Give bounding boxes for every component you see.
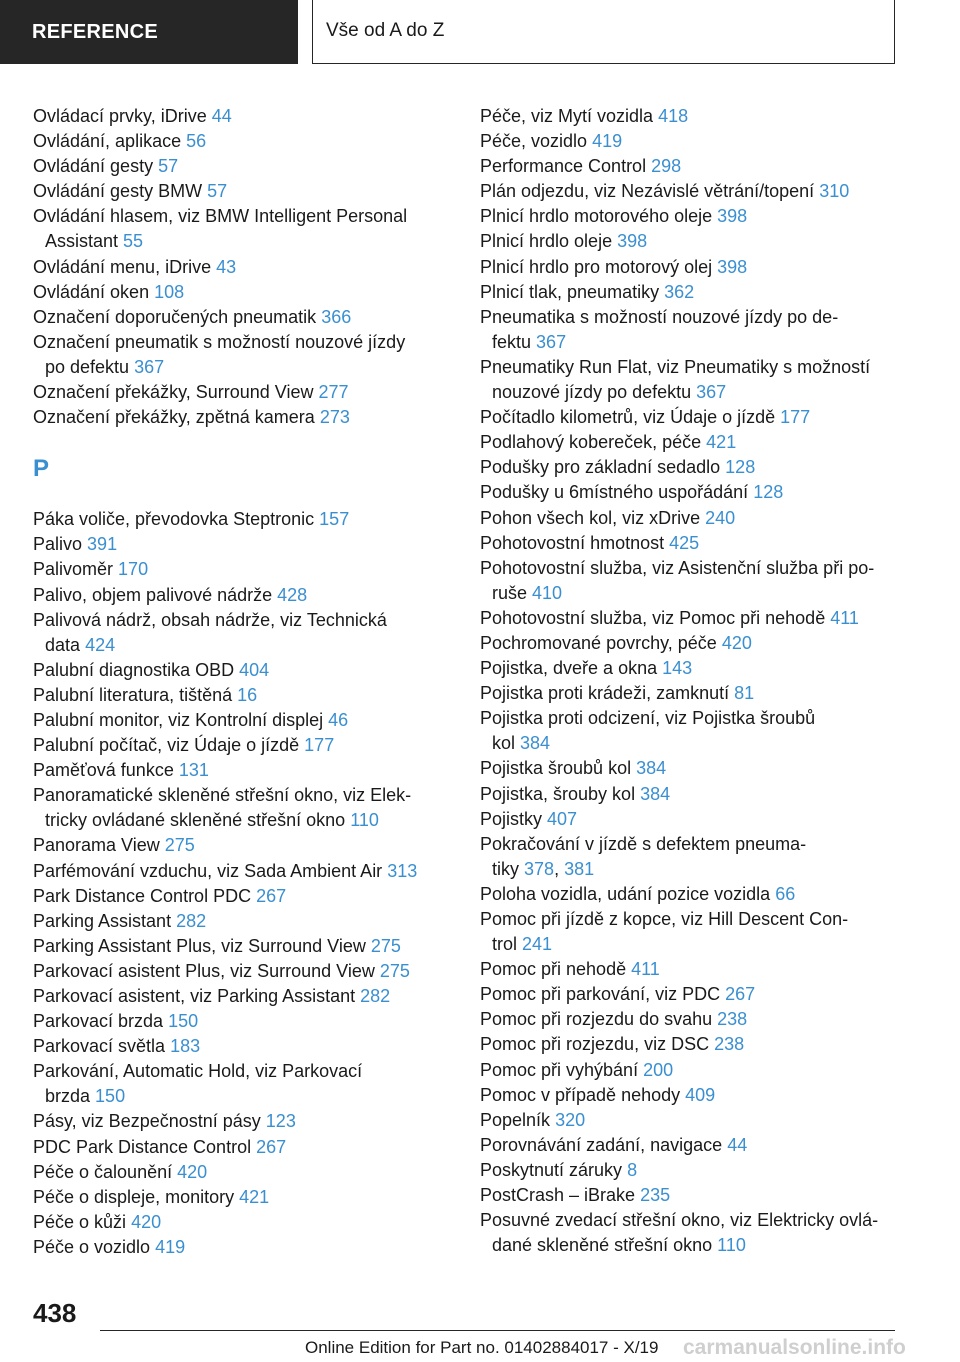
- index-entry: [33, 1160, 443, 1185]
- page-reference-link[interactable]: 410: [532, 582, 563, 603]
- page-reference-link[interactable]: 407: [547, 808, 578, 829]
- index-entry: [480, 1158, 900, 1183]
- page-reference-link[interactable]: 143: [662, 658, 693, 679]
- index-term-continuation: data: [45, 634, 81, 655]
- page-reference-link[interactable]: 313: [387, 860, 418, 881]
- index-term: Palivo, objem palivové nádrže: [33, 584, 273, 605]
- page-reference-link[interactable]: 384: [636, 758, 667, 779]
- index-term: Panorama View: [33, 835, 160, 856]
- index-term: Ovládání gesty BMW: [33, 181, 203, 202]
- page-reference-link[interactable]: 150: [95, 1086, 126, 1107]
- index-entry: [33, 758, 443, 783]
- index-entry: [33, 583, 443, 608]
- index-entry: [480, 782, 900, 807]
- index-entry: [33, 984, 443, 1009]
- page-reference-link[interactable]: 200: [643, 1059, 674, 1080]
- index-entry: [480, 430, 900, 455]
- page-title: Vše od A do Z: [312, 0, 895, 64]
- index-entry: [33, 380, 443, 405]
- page-reference-link[interactable]: 275: [164, 835, 195, 856]
- index-term: Poskytnutí záruky: [480, 1159, 623, 1180]
- page-reference-link[interactable]: 362: [664, 281, 695, 302]
- index-term-continuation: Assistant: [45, 231, 119, 252]
- page-reference-link[interactable]: 367: [696, 382, 727, 403]
- page-reference-link[interactable]: 391: [87, 534, 118, 555]
- index-term: Péče o kůži: [33, 1211, 127, 1232]
- index-term: Pomoc při parkování, viz PDC: [480, 984, 721, 1005]
- index-term: Ovládání hlasem, viz BMW Intelligent Personal: [33, 206, 408, 227]
- index-entry: [33, 1185, 443, 1210]
- index-term: Pojistka, dveře a okna: [480, 658, 658, 679]
- page-reference-link[interactable]: 398: [717, 206, 748, 227]
- index-term: Parkování, Automatic Hold, viz Parkovací: [33, 1061, 363, 1082]
- index-entry: [33, 1109, 443, 1134]
- page-reference-link[interactable]: 131: [178, 760, 209, 781]
- page-reference-link[interactable]: 177: [780, 407, 811, 428]
- index-term: Pneumatiky Run Flat, viz Pneumatiky s možností: [480, 356, 871, 377]
- index-term-continuation: ruše: [492, 582, 528, 603]
- page-reference-link[interactable]: 275: [379, 960, 410, 981]
- page-reference-link[interactable]: 43: [216, 256, 237, 277]
- index-entry: [33, 658, 443, 683]
- index-term: Plnicí hrdlo motorového oleje: [480, 206, 713, 227]
- index-entry: [480, 305, 900, 355]
- index-entry: [33, 129, 443, 154]
- page-reference-link[interactable]: 398: [617, 231, 648, 252]
- index-entry: [480, 1108, 900, 1133]
- page-reference-link[interactable]: 56: [186, 131, 207, 152]
- index-entry: [480, 405, 900, 430]
- index-entry: [33, 1235, 443, 1260]
- index-entry: [33, 608, 443, 658]
- index-entry: [33, 708, 443, 733]
- index-entry: [33, 1009, 443, 1034]
- page-reference-link[interactable]: 55: [123, 231, 144, 252]
- page-reference-link[interactable]: 310: [819, 181, 850, 202]
- page-reference-link[interactable]: 409: [685, 1084, 716, 1105]
- page-reference-link[interactable]: 420: [131, 1211, 162, 1232]
- index-term: Palubní monitor, viz Kontrolní displej: [33, 709, 324, 730]
- page-reference-link[interactable]: 128: [725, 457, 756, 478]
- index-term: Plnicí tlak, pneumatiky: [480, 281, 660, 302]
- page-reference-link[interactable]: 421: [239, 1186, 270, 1207]
- index-term: Pohotovostní hmotnost: [480, 532, 665, 553]
- index-entry: [480, 255, 900, 280]
- index-entry: [33, 532, 443, 557]
- index-term: Performance Control: [480, 156, 647, 177]
- index-entry: [33, 1059, 443, 1109]
- index-entry: [480, 706, 900, 756]
- page-reference-link[interactable]: 320: [555, 1109, 586, 1130]
- index-term: Palubní počítač, viz Údaje o jízdě: [33, 735, 300, 756]
- page-reference-link[interactable]: 267: [256, 1136, 287, 1157]
- page-reference-link[interactable]: 424: [85, 634, 116, 655]
- page-reference-link[interactable]: 404: [239, 659, 270, 680]
- page-reference-link[interactable]: 235: [640, 1185, 671, 1206]
- index-entry: [480, 1032, 900, 1057]
- index-entry: [33, 783, 443, 833]
- page-reference-link[interactable]: 46: [328, 709, 349, 730]
- index-entry: [480, 631, 900, 656]
- index-term-continuation: dané skleněné střešní okno: [492, 1235, 713, 1256]
- index-term-continuation: po defektu: [45, 356, 130, 377]
- index-term: Podlahový kobereček, péče: [480, 432, 702, 453]
- page-reference-link[interactable]: 238: [717, 1009, 748, 1030]
- index-term: Parkovací asistent Plus, viz Surround View: [33, 960, 375, 981]
- index-term: Parfémování vzduchu, viz Sada Ambient Air: [33, 860, 383, 881]
- index-term-continuation: tricky ovládané skleněné střešní okno: [45, 810, 346, 831]
- page-reference-link[interactable]: 110: [350, 810, 379, 831]
- index-entry: [480, 1133, 900, 1158]
- index-entry: [33, 154, 443, 179]
- index-entry: [480, 1058, 900, 1083]
- index-term-continuation: trol: [492, 934, 518, 955]
- index-term: Palubní literatura, tištěná: [33, 684, 233, 705]
- page-reference-link[interactable]: 16: [237, 684, 258, 705]
- index-entry: [480, 229, 900, 254]
- index-term: Popelník: [480, 1109, 551, 1130]
- page-reference-link[interactable]: 420: [177, 1161, 208, 1182]
- index-term-continuation: kol: [492, 733, 516, 754]
- page-reference-link[interactable]: 367: [134, 356, 165, 377]
- index-term: Pomoc při jízdě z kopce, viz Hill Descent Con-: [480, 909, 849, 929]
- index-term: Parking Assistant Plus, viz Surround View: [33, 935, 366, 956]
- page-reference-link[interactable]: 44: [727, 1134, 748, 1155]
- index-entry: Pokračování v jízdě s defektem pneuma- tiky 378, 381: [480, 833, 807, 879]
- page-reference-link[interactable]: 66: [775, 883, 796, 904]
- section-tab: REFERENCE: [0, 0, 298, 64]
- index-term: Posuvné zvedací střešní okno, viz Elektricky ovlá-: [480, 1210, 879, 1231]
- page-reference-link[interactable]: 277: [318, 382, 349, 403]
- index-entry: [33, 179, 443, 204]
- index-term: Pohotovostní služba, viz Pomoc při nehodě: [480, 607, 826, 628]
- index-entry: [33, 683, 443, 708]
- index-term: Parkovací brzda: [33, 1011, 164, 1032]
- edition-note: Online Edition for Part no. 01402884017 - X/19: [305, 1338, 659, 1357]
- index-entry: [480, 531, 900, 556]
- index-term: Parking Assistant: [33, 910, 172, 931]
- index-term: Parkovací asistent, viz Parking Assistant: [33, 986, 356, 1006]
- index-column-left: [33, 104, 443, 1260]
- index-term: Plán odjezdu, viz Nezávislé větrání/topení: [480, 181, 815, 202]
- page-reference-link[interactable]: 81: [734, 683, 755, 704]
- index-term: Pokračování v jízdě s defektem pneuma-: [480, 833, 807, 854]
- index-entry: [480, 606, 900, 631]
- footer-divider: [100, 1330, 895, 1331]
- index-term: Parkovací světla: [33, 1036, 166, 1057]
- index-term-continuation: brzda: [45, 1086, 91, 1107]
- index-term: Ovládání menu, iDrive: [33, 256, 212, 277]
- index-term: Pásy, viz Bezpečnostní pásy: [33, 1111, 261, 1132]
- index-term: Pomoc při nehodě: [480, 959, 627, 980]
- index-entry: [480, 179, 900, 204]
- index-entry: [480, 656, 900, 681]
- index-entry: [480, 129, 900, 154]
- page-reference-link[interactable]: 183: [170, 1036, 201, 1057]
- index-entry: [480, 355, 900, 405]
- page-reference-link[interactable]: 282: [360, 986, 391, 1006]
- index-entry: [480, 556, 900, 606]
- page-reference-link[interactable]: 238: [714, 1034, 745, 1055]
- index-entry: [480, 204, 900, 229]
- index-term: Označení překážky, Surround View: [33, 382, 314, 403]
- index-term: Označení doporučených pneumatik: [33, 306, 317, 327]
- page-reference-link[interactable]: 384: [520, 733, 551, 754]
- index-term: Pomoc při vyhýbání: [480, 1059, 639, 1080]
- index-term: Počítadlo kilometrů, viz Údaje o jízdě: [480, 407, 776, 428]
- index-term: PostCrash – iBrake: [480, 1185, 636, 1206]
- page-reference-link[interactable]: 275: [370, 935, 401, 956]
- index-term-continuation: tiky: [492, 858, 519, 879]
- index-entry: [480, 882, 900, 907]
- index-entry: [33, 859, 443, 884]
- page-reference-link[interactable]: 425: [669, 532, 700, 553]
- index-term: Označení překážky, zpětná kamera: [33, 407, 315, 428]
- page-reference-link[interactable]: 44: [211, 106, 232, 126]
- index-entry: [33, 204, 443, 254]
- index-entry: [480, 154, 900, 179]
- page-reference-link[interactable]: 381: [564, 858, 595, 879]
- page-reference-link[interactable]: 123: [265, 1111, 296, 1132]
- index-term: Péče, vozidlo: [480, 131, 588, 152]
- page-reference-link[interactable]: 110: [717, 1235, 746, 1256]
- index-term: Palivo: [33, 534, 83, 555]
- index-entry: [480, 982, 900, 1007]
- index-entry: [33, 1210, 443, 1235]
- page-reference-link[interactable]: 150: [168, 1011, 199, 1032]
- index-term: Pojistka proti krádeži, zamknutí: [480, 683, 730, 704]
- page-reference-link[interactable]: 170: [118, 559, 149, 580]
- index-term: Pohon všech kol, viz xDrive: [480, 507, 701, 528]
- index-column-right: [480, 104, 900, 1258]
- index-entry: [480, 1083, 900, 1108]
- index-entry: [33, 884, 443, 909]
- page-reference-link[interactable]: 57: [207, 181, 228, 202]
- index-term: Panoramatické skleněné střešní okno, viz Elek-: [33, 785, 412, 806]
- index-entry: [480, 907, 900, 957]
- index-entry: [480, 506, 900, 531]
- page-reference-link[interactable]: 267: [256, 885, 287, 906]
- watermark: carmanualsonline.info: [683, 1336, 906, 1359]
- index-term: Označení pneumatik s možností nouzové jízdy: [33, 331, 406, 352]
- index-entry: [480, 104, 900, 129]
- index-term: Pomoc v případě nehody: [480, 1084, 681, 1105]
- index-entry: [480, 756, 900, 781]
- index-entry: [33, 909, 443, 934]
- page-reference-link[interactable]: 421: [706, 432, 737, 453]
- index-term: Park Distance Control PDC: [33, 885, 252, 906]
- index-term: Poloha vozidla, udání pozice vozidla: [480, 883, 771, 904]
- index-entry: [480, 280, 900, 305]
- index-term: Podušky u 6místného uspořádání: [480, 482, 749, 503]
- index-term: Ovládací prvky, iDrive: [33, 106, 207, 126]
- index-term: Pohotovostní služba, viz Asistenční služba při po-: [480, 557, 875, 578]
- page-reference-link[interactable]: 241: [522, 934, 553, 955]
- index-term: Plnicí hrdlo pro motorový olej: [480, 256, 713, 277]
- index-term: PDC Park Distance Control: [33, 1136, 252, 1157]
- index-entry: [480, 1208, 900, 1258]
- index-term: Péče o displeje, monitory: [33, 1186, 235, 1207]
- index-term: Ovládání gesty: [33, 156, 154, 177]
- page-reference-link[interactable]: 267: [725, 984, 756, 1005]
- page-reference-link[interactable]: 240: [705, 507, 736, 528]
- index-term: Péče o vozidlo: [33, 1236, 151, 1257]
- index-entry: [33, 1034, 443, 1059]
- index-entry: [33, 833, 443, 858]
- index-term: Pochromované povrchy, péče: [480, 632, 717, 653]
- index-term: Ovládání, aplikace: [33, 131, 182, 152]
- index-entry: [33, 305, 443, 330]
- page-reference-link[interactable]: 419: [592, 131, 623, 152]
- index-term: Palubní diagnostika OBD: [33, 659, 235, 680]
- index-list-p: [33, 507, 443, 1260]
- index-term: Paměťová funkce: [33, 760, 174, 781]
- index-entry: [480, 480, 900, 505]
- page-reference-link[interactable]: 411: [631, 959, 660, 980]
- index-entry: [33, 280, 443, 305]
- page-reference-link[interactable]: 177: [304, 735, 335, 756]
- index-entry: [480, 957, 900, 982]
- index-term: Pomoc při rozjezdu do svahu: [480, 1009, 713, 1030]
- index-entry: [33, 1135, 443, 1160]
- index-term: Pojistky: [480, 808, 543, 829]
- index-entry: [480, 807, 900, 832]
- index-term: Péče, viz Mytí vozidla: [480, 106, 654, 126]
- page-reference-link[interactable]: 282: [176, 910, 207, 931]
- index-term: Pomoc při rozjezdu, viz DSC: [480, 1034, 710, 1055]
- page-reference-link[interactable]: 367: [536, 331, 567, 352]
- index-list-o: [33, 104, 443, 430]
- page-reference-link[interactable]: 418: [658, 106, 689, 126]
- page-reference-link[interactable]: 398: [717, 256, 748, 277]
- page-reference-link[interactable]: 57: [158, 156, 179, 177]
- index-term: Podušky pro základní sedadlo: [480, 457, 721, 478]
- page-reference-link[interactable]: 157: [319, 509, 350, 530]
- page-reference-link[interactable]: 378: [524, 858, 555, 879]
- index-entry: [33, 104, 443, 129]
- page-number: 438: [33, 1298, 77, 1328]
- index-term: Palivoměr: [33, 559, 114, 580]
- index-term: Pojistka, šrouby kol: [480, 783, 636, 804]
- index-term-continuation: fektu: [492, 331, 532, 352]
- index-list-p-continued: [480, 104, 900, 1258]
- page-reference-link[interactable]: 366: [321, 306, 352, 327]
- section-letter: P: [33, 455, 50, 483]
- page-reference-link[interactable]: 420: [721, 632, 752, 653]
- index-term: Plnicí hrdlo oleje: [480, 231, 613, 252]
- index-term: Pojistka proti odcizení, viz Pojistka šroubů: [480, 708, 816, 729]
- index-entry: [33, 557, 443, 582]
- index-term: Porovnávání zadání, navigace: [480, 1134, 723, 1155]
- page-reference-link[interactable]: 8: [627, 1159, 638, 1180]
- index-term: Pneumatika s možností nouzové jízdy po de-: [480, 306, 839, 327]
- page-reference-link[interactable]: 384: [640, 783, 671, 804]
- index-entry: [33, 405, 443, 430]
- index-term: Ovládání oken: [33, 281, 150, 302]
- index-term: Páka voliče, převodovka Steptronic: [33, 509, 315, 530]
- index-entry: [33, 255, 443, 280]
- index-term-continuation: nouzové jízdy po defektu: [492, 382, 692, 403]
- index-entry: [33, 733, 443, 758]
- page-reference-link[interactable]: 419: [155, 1236, 186, 1257]
- page-reference-link[interactable]: 411: [830, 607, 859, 628]
- page-reference-link[interactable]: 428: [277, 584, 308, 605]
- page-reference-link[interactable]: 108: [154, 281, 185, 302]
- index-entry: [480, 455, 900, 480]
- index-term: Péče o čalounění: [33, 1161, 173, 1182]
- page-reference-link[interactable]: 298: [651, 156, 682, 177]
- index-entry: [480, 1183, 900, 1208]
- index-term: Palivová nádrž, obsah nádrže, viz Technická: [33, 609, 387, 630]
- index-entry: [33, 934, 443, 959]
- index-term: Pojistka šroubů kol: [480, 758, 632, 779]
- page-reference-link[interactable]: 273: [319, 407, 350, 428]
- page-reference-link[interactable]: 128: [753, 482, 784, 503]
- index-entry: [33, 507, 443, 532]
- index-entry: [33, 959, 443, 984]
- index-entry: [33, 330, 443, 380]
- index-entry: [480, 681, 900, 706]
- index-entry: [480, 1007, 900, 1032]
